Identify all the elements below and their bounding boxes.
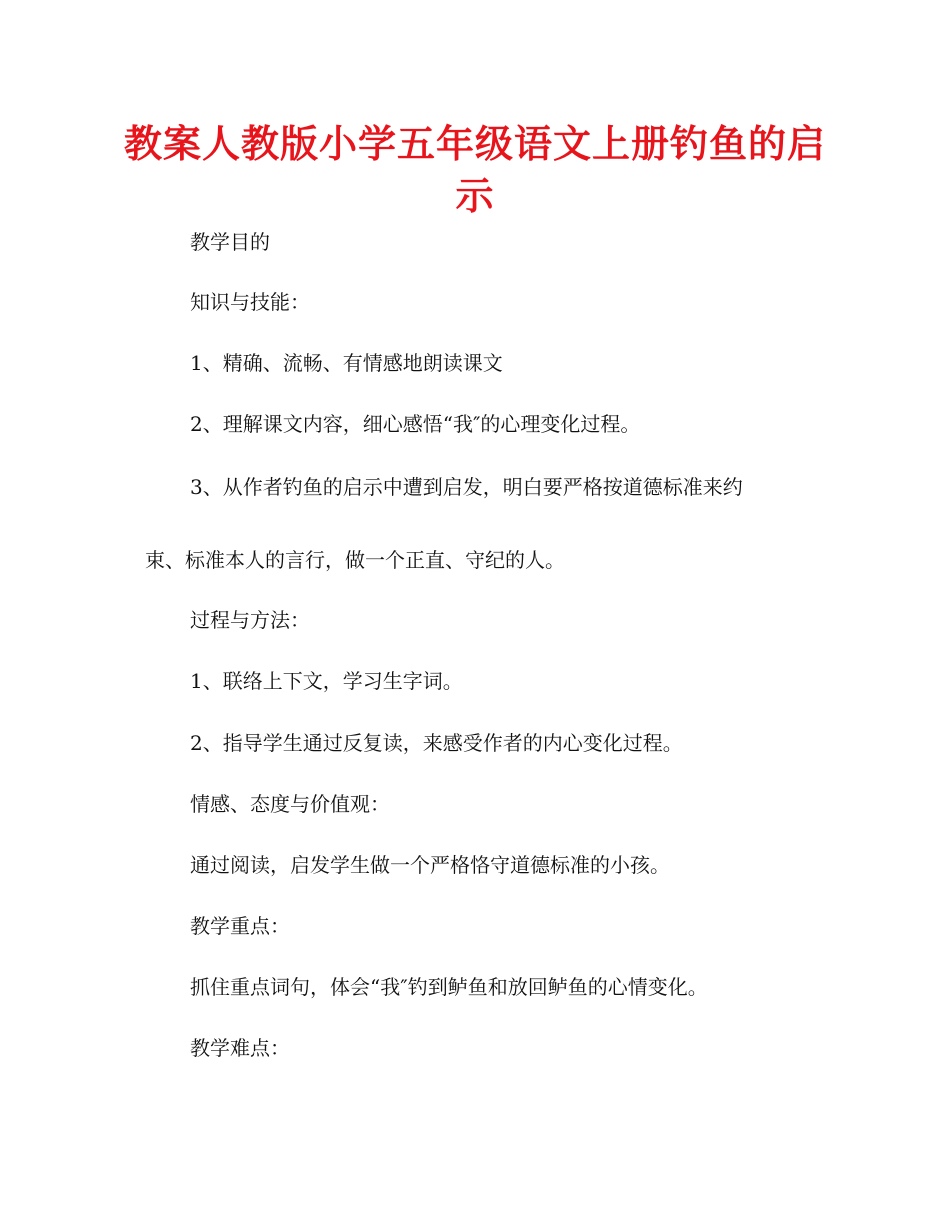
document-title: 教案人教版小学五年级语文上册钓鱼的启示 [123, 122, 826, 218]
paragraph: 教学重点： [190, 914, 290, 938]
paragraph: 通过阅读，启发学生做一个严格恪守道德标准的小孩。 [190, 853, 670, 877]
paragraph: 抓住重点词句，体会“我″钓到鲈鱼和放回鲈鱼的心情变化。 [190, 975, 708, 999]
paragraph: 1、联络上下文，学习生字词。 [190, 669, 463, 693]
paragraph: 2、理解课文内容，细心感悟“我″的心理变化过程。 [190, 412, 641, 436]
paragraph: 3、从作者钓鱼的启示中遭到启发，明白要严格按道德标准来约 [190, 475, 743, 499]
paragraph: 知识与技能： [190, 290, 310, 314]
paragraph: 2、指导学生通过反复读，来感受作者的内心变化过程。 [190, 731, 683, 755]
paragraph: 情感、态度与价值观： [190, 792, 390, 816]
paragraph: 1、精确、流畅、有情感地朗读课文 [190, 351, 503, 375]
paragraph: 教学难点： [190, 1036, 290, 1060]
paragraph: 教学目的 [190, 230, 270, 254]
paragraph: 束、标准本人的言行，做一个正直、守纪的人。 [145, 548, 565, 572]
paragraph: 过程与方法： [190, 608, 310, 632]
